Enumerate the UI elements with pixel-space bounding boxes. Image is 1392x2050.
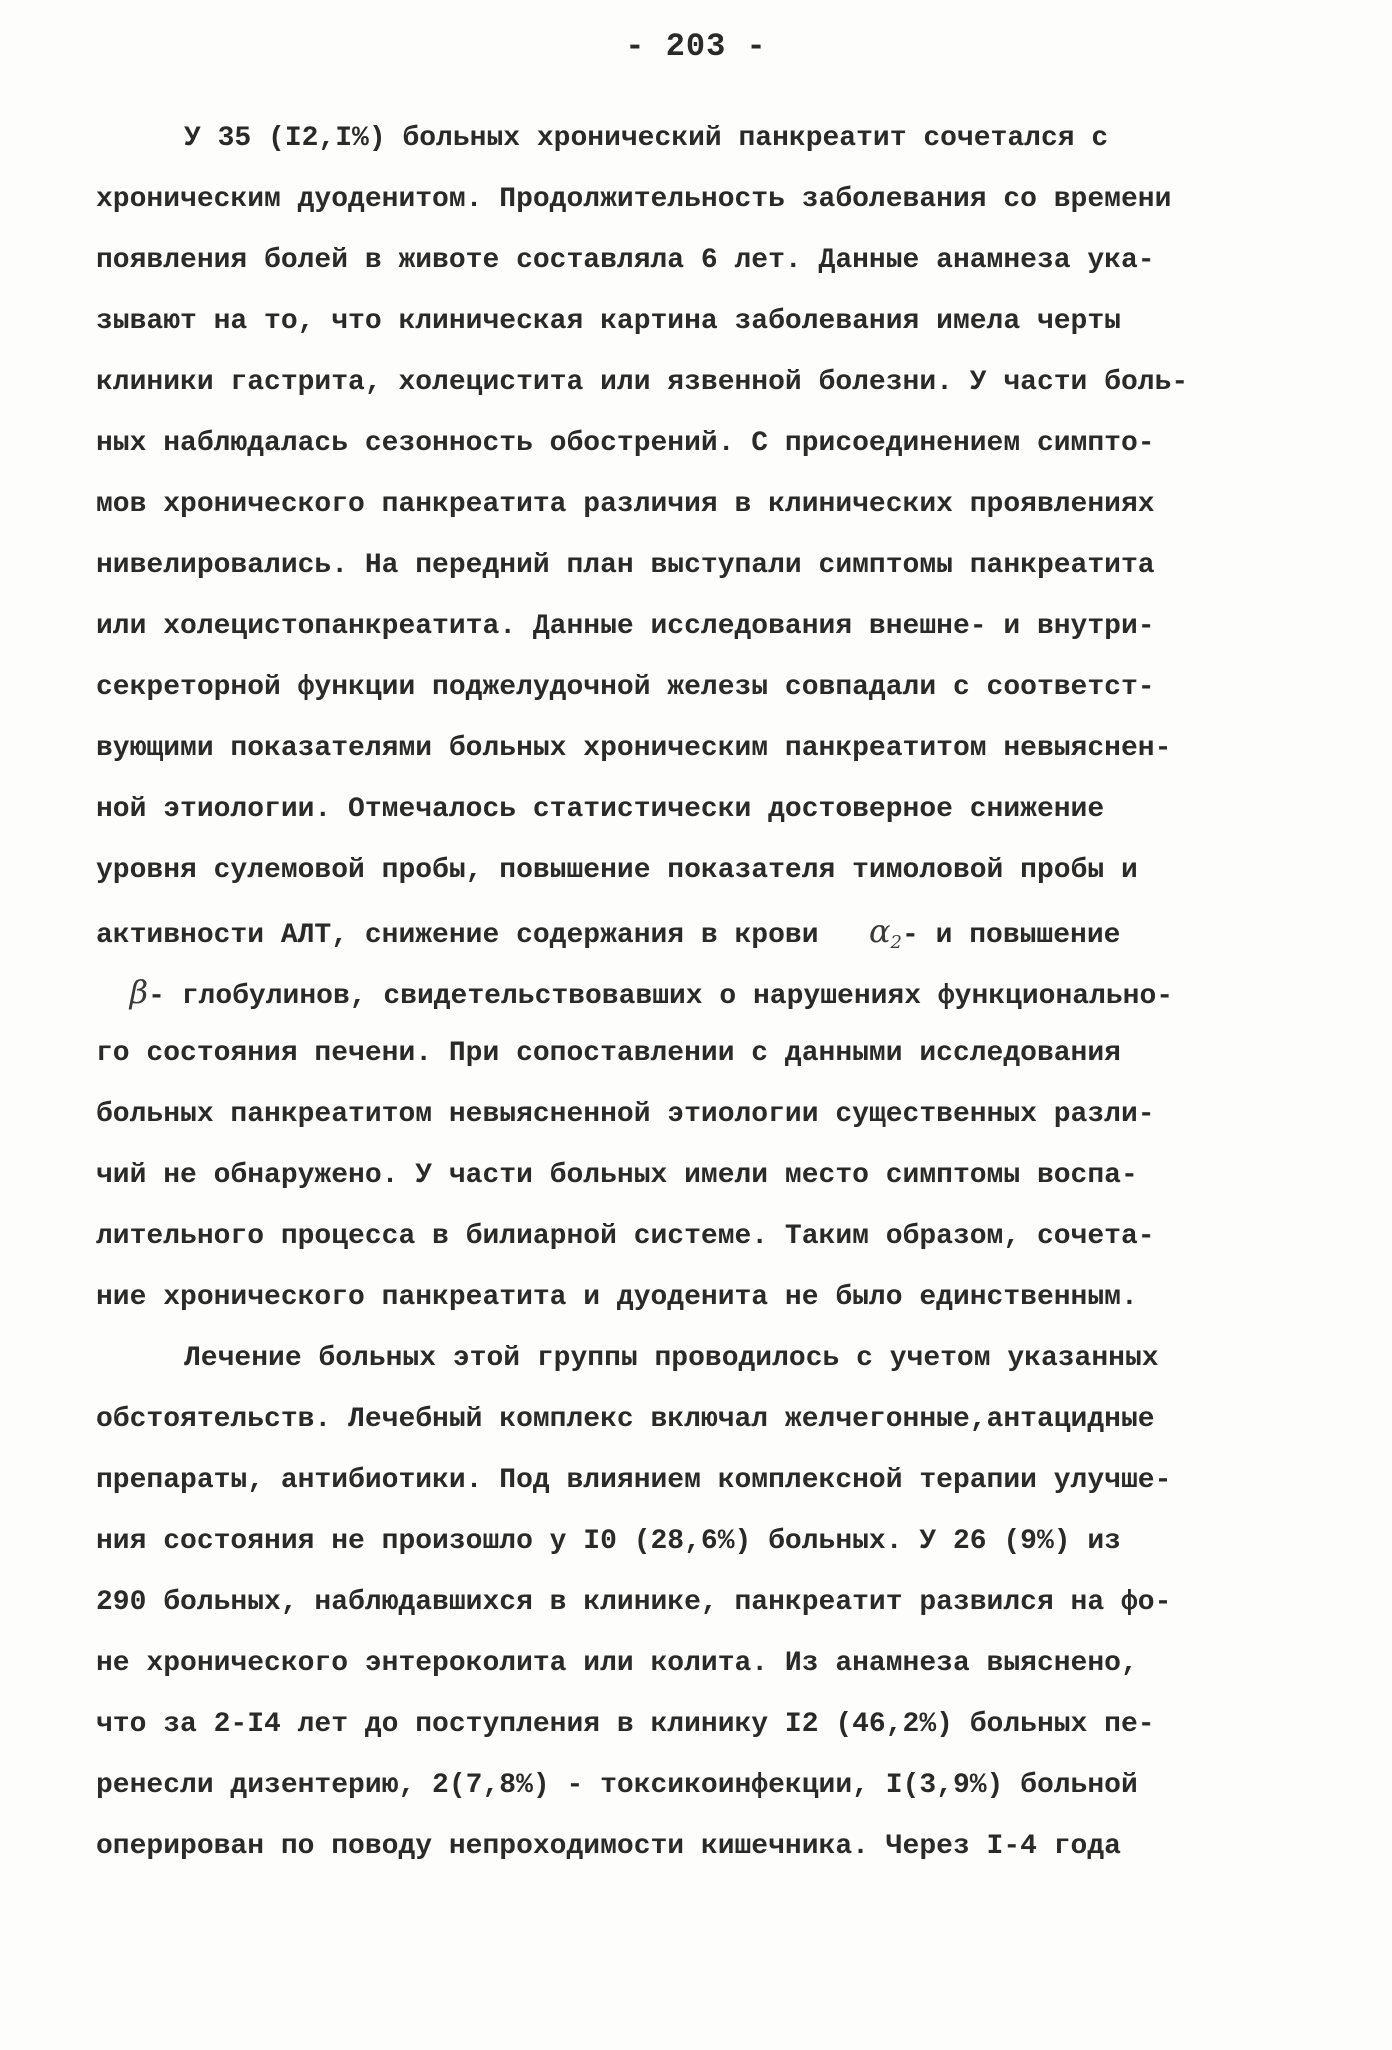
text-segment: - глобулинов, свидетельствовавших о нарушениях функционально- [148, 981, 1174, 1012]
text-line: мов хронического панкреатита различия в клинических проявлениях [96, 489, 1155, 520]
alpha-symbol: α [868, 912, 891, 950]
text-line: появления болей в животе составляла 6 лет. Данные анамнеза ука- [96, 245, 1155, 276]
text-line: 290 больных, наблюдавшихся в клинике, панкреатит развился на фо- [96, 1587, 1172, 1618]
text-line: Лечение больных этой группы проводилось с учетом указанных [184, 1343, 1159, 1374]
text-line: ние хронического панкреатита и дуоденита не было единственным. [96, 1282, 1138, 1313]
text-line: ных наблюдалась сезонность обострений. С присоединением симпто- [96, 428, 1155, 459]
text-line: или холецистопанкреатита. Данные исследования внешне- и внутри- [96, 611, 1155, 642]
text-line: секреторной функции поджелудочной железы совпадали с соответст- [96, 672, 1155, 703]
text-line: что за 2-I4 лет до поступления в клинику I2 (46,2%) больных пе- [96, 1709, 1155, 1740]
text-line: вующими показателями больных хроническим панкреатитом невыяснен- [96, 733, 1172, 764]
text-line: оперирован по поводу непроходимости кишечника. Через I-4 года [96, 1831, 1121, 1862]
text-line: клиники гастрита, холецистита или язвенной болезни. У части боль- [96, 367, 1189, 398]
text-line: нивелировались. На передний план выступали симптомы панкреатита [96, 550, 1155, 581]
text-line-with-alpha [96, 901, 1316, 962]
text-line: У 35 (I2,I%) больных хронический панкреатит сочетался с [184, 123, 1109, 154]
text-line-with-beta [96, 962, 1316, 1023]
text-line: лительного процесса в билиарной системе. Таким образом, сочета- [96, 1221, 1155, 1252]
text-line: чий не обнаружено. У части больных имели место симптомы воспа- [96, 1160, 1138, 1191]
text-line: уровня сулемовой пробы, повышение показателя тимоловой пробы и [96, 855, 1138, 886]
body-text [96, 108, 1316, 1877]
text-line: больных панкреатитом невыясненной этиологии существенных разли- [96, 1099, 1155, 1130]
text-segment: - и повышение [902, 920, 1121, 951]
text-segment: активности АЛТ, снижение содержания в крови [96, 920, 836, 951]
text-line: препараты, антибиотики. Под влиянием комплексной терапии улучше- [96, 1465, 1172, 1496]
alpha-subscript: 2 [890, 932, 902, 953]
text-line: ной этиологии. Отмечалось статистически достоверное снижение [96, 794, 1105, 825]
text-line: ния состояния не произошло у I0 (28,6%) больных. У 26 (9%) из [96, 1526, 1121, 1557]
beta-symbol: β [129, 973, 149, 1011]
text-line: зывают на то, что клиническая картина заболевания имела черты [96, 306, 1121, 337]
text-line: обстоятельств. Лечебный комплекс включал желчегонные,антацидные [96, 1404, 1155, 1435]
text-line: не хронического энтероколита или колита. Из анамнеза выяснено, [96, 1648, 1138, 1679]
text-line: го состояния печени. При сопоставлении с данными исследования [96, 1038, 1121, 1069]
text-line: хроническим дуоденитом. Продолжительность заболевания со времени [96, 184, 1172, 215]
text-line: ренесли дизентерию, 2(7,8%) - токсикоинфекции, I(3,9%) больной [96, 1770, 1138, 1801]
page-number: - 203 - [625, 28, 767, 65]
